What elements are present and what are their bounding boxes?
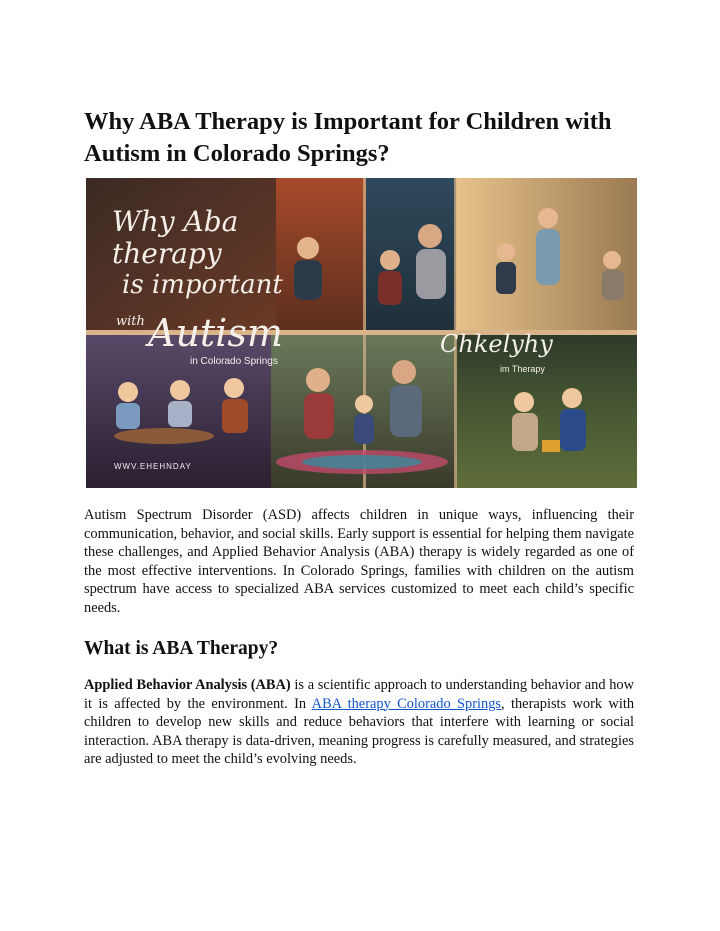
bold-lead-text: Applied Behavior Analysis (ABA) — [84, 677, 291, 693]
hero-watermark: WWV.EHEHNDAY — [114, 462, 192, 471]
hero-line-1: Why Aba therapy — [112, 205, 239, 270]
hero-overlay-text — [112, 206, 352, 368]
aba-therapy-link[interactable]: ABA therapy Colorado Springs — [311, 695, 502, 712]
hero-line-3: with — [116, 314, 145, 329]
paragraph-text-before-link: is a scientific approach to understanding behavior and how it is affected by the environment. In — [84, 677, 635, 712]
hero-right-script: Chkelyhy — [440, 330, 553, 358]
hero-line-4: Autism — [148, 311, 283, 355]
hero-line-2: is important — [122, 270, 283, 300]
hero-line-5: in Colorado Springs — [190, 356, 278, 367]
hero-right-sub: im Therapy — [500, 364, 545, 374]
section-paragraph — [84, 676, 634, 769]
section-heading: What is ABA Therapy? — [84, 638, 279, 659]
hero-image — [86, 178, 637, 488]
article-title: Why ABA Therapy is Important for Children with Autism in Colorado Springs? — [84, 108, 612, 167]
intro-paragraph: Autism Spectrum Disorder (ASD) affects children in unique ways, influencing their communication, behavior, and social skills. Early support is essential for helping them navigate these challenges, and Applied Behavior Analysis (ABA) therapy is widely regarded as one of the most effective interventions. In Colorado Springs, families with children on the autism spectrum have access to specialized ABA services customized to meet each child’s specific needs. — [84, 507, 634, 616]
paragraph-text-after-link: , therapists work with children to develop new skills and reduce behaviors that interfere with learning or social interaction. ABA therapy is data-driven, meaning progress is carefully measured, and strategies are adjusted to meet the child’s evolving needs. — [84, 695, 635, 768]
